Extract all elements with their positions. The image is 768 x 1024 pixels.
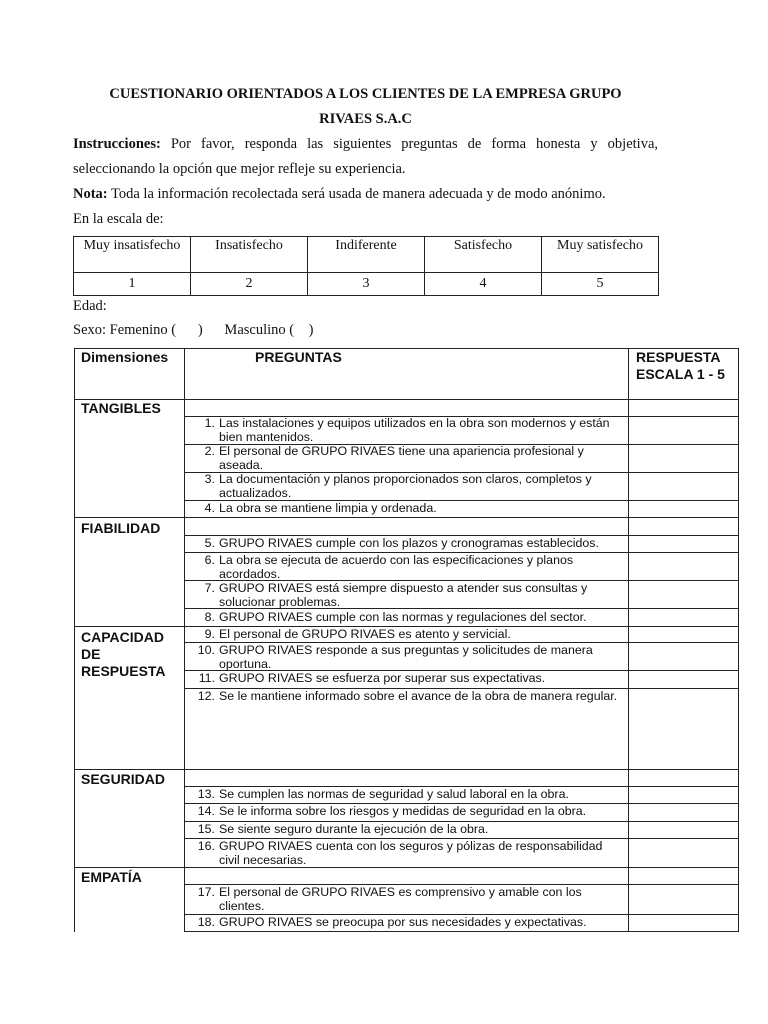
question-text: GRUPO RIVAES cuenta con los seguros y pólizas de responsabilidad civil necesarias. — [219, 839, 603, 867]
scale-value-4: 4 — [425, 273, 542, 296]
question-number: 10. — [197, 643, 215, 657]
note-text: Toda la información recolectada será usada de manera adecuada y de modo anónimo. — [111, 186, 606, 202]
header-questions: PREGUNTAS — [255, 349, 342, 365]
instructions-line-2: seleccionando la opción que mejor refleje su experiencia. — [73, 161, 406, 177]
question-text: La obra se mantiene limpia y ordenada. — [219, 501, 437, 515]
col-divider-2 — [628, 348, 629, 932]
question-number: 8. — [204, 610, 215, 624]
question-number: 6. — [204, 553, 215, 567]
question-4 — [189, 501, 619, 515]
question-number: 13. — [197, 787, 215, 801]
question-number: 16. — [197, 839, 215, 853]
question-14 — [189, 804, 619, 818]
section-line — [74, 517, 739, 518]
dimension-fiabilidad: FIABILIDAD — [81, 520, 161, 536]
instructions-label: Instrucciones: — [73, 136, 161, 152]
question-text: La obra se ejecuta de acuerdo con las especificaciones y planos acordados. — [219, 553, 574, 581]
question-11 — [189, 671, 619, 685]
question-text: El personal de GRUPO RIVAES tiene una apariencia profesional y aseada. — [219, 444, 584, 472]
table-left-border — [74, 348, 75, 932]
question-number: 12. — [197, 689, 215, 703]
scale-label-2: Insatisfecho — [191, 237, 308, 273]
question-6 — [189, 553, 619, 581]
question-number: 5. — [204, 536, 215, 550]
note-label: Nota: — [73, 186, 108, 202]
sex-field[interactable]: Sexo: Femenino ( ) Masculino ( ) — [73, 322, 314, 338]
question-number: 18. — [197, 915, 215, 929]
dimension-tangibles: TANGIBLES — [81, 400, 161, 416]
section-line — [74, 867, 739, 868]
question-7 — [189, 581, 619, 609]
question-text: El personal de GRUPO RIVAES es atento y servicial. — [219, 627, 511, 641]
question-5 — [189, 536, 619, 550]
scale-value-5: 5 — [542, 273, 659, 296]
title-line-2: RIVAES S.A.C — [319, 111, 412, 127]
instructions-line-1 — [73, 136, 658, 153]
col-divider-1 — [184, 348, 185, 932]
question-text: Se siente seguro durante la ejecución de la obra. — [219, 822, 489, 836]
dimension-capacidad: CAPACIDAD DE RESPUESTA — [81, 629, 166, 679]
question-text: La documentación y planos proporcionados son claros, completos y actualizados. — [219, 472, 592, 500]
question-number: 11. — [198, 671, 215, 685]
question-number: 14. — [197, 804, 215, 818]
section-line — [74, 769, 739, 770]
header-answer: RESPUESTA ESCALA 1 - 5 — [636, 349, 725, 382]
header-dimensions: Dimensiones — [81, 349, 169, 365]
title-line-1: CUESTIONARIO ORIENTADOS A LOS CLIENTES DE LA EMPRESA GRUPO — [109, 86, 622, 102]
question-text: Las instalaciones y equipos utilizados en la obra son modernos y están bien mantenidos. — [219, 416, 610, 444]
question-10 — [189, 643, 619, 671]
question-9 — [189, 627, 619, 641]
question-16 — [189, 839, 619, 867]
question-text: GRUPO RIVAES cumple con las normas y regulaciones del sector. — [219, 610, 587, 624]
question-3 — [189, 472, 619, 500]
question-number: 17. — [197, 885, 215, 899]
scale-label-4: Satisfecho — [425, 237, 542, 273]
age-field[interactable]: Edad: — [73, 298, 107, 314]
scale-table — [73, 236, 659, 296]
question-text: GRUPO RIVAES responde a sus preguntas y solicitudes de manera oportuna. — [219, 643, 593, 671]
question-number: 1. — [204, 416, 215, 430]
question-2 — [189, 444, 619, 472]
scale-label-3: Indiferente — [308, 237, 425, 273]
scale-value-1: 1 — [74, 273, 191, 296]
question-number: 2. — [204, 444, 215, 458]
question-1 — [189, 416, 619, 444]
dimension-seguridad: SEGURIDAD — [81, 771, 166, 787]
question-13 — [189, 787, 619, 801]
question-text: Se cumplen las normas de seguridad y salud laboral en la obra. — [219, 787, 569, 801]
scale-label-1: Muy insatisfecho — [74, 237, 191, 273]
question-15 — [189, 822, 619, 836]
instructions-text-1: Por favor, responda las siguientes preguntas de forma honesta y objetiva, — [170, 136, 659, 152]
question-number: 3. — [204, 472, 215, 486]
row-line — [184, 931, 739, 932]
question-number: 4. — [204, 501, 215, 515]
question-text: El personal de GRUPO RIVAES es comprensivo y amable con los clientes. — [219, 885, 582, 913]
question-text: Se le informa sobre los riesgos y medidas de seguridad en la obra. — [219, 804, 587, 818]
scale-value-2: 2 — [191, 273, 308, 296]
dimension-empatia: EMPATÍA — [81, 869, 142, 885]
note — [73, 186, 658, 203]
question-8 — [189, 610, 619, 624]
question-number: 15. — [197, 822, 215, 836]
question-17 — [189, 885, 619, 913]
scale-value-3: 3 — [308, 273, 425, 296]
scale-label-5: Muy satisfecho — [542, 237, 659, 273]
question-number: 7. — [204, 581, 215, 595]
question-text: GRUPO RIVAES se preocupa por sus necesidades y expectativas. — [219, 915, 587, 929]
question-18 — [189, 915, 619, 929]
scale-intro: En la escala de: — [73, 211, 164, 227]
question-number: 9. — [204, 627, 215, 641]
question-text: GRUPO RIVAES se esfuerza por superar sus expectativas. — [219, 671, 546, 685]
table-right-border — [738, 348, 739, 932]
question-text: Se le mantiene informado sobre el avance de la obra de manera regular. — [219, 689, 618, 703]
question-12 — [189, 689, 619, 703]
question-text: GRUPO RIVAES está siempre dispuesto a atender sus consultas y solucionar problemas. — [219, 581, 588, 609]
question-text: GRUPO RIVAES cumple con los plazos y cronogramas establecidos. — [219, 536, 599, 550]
